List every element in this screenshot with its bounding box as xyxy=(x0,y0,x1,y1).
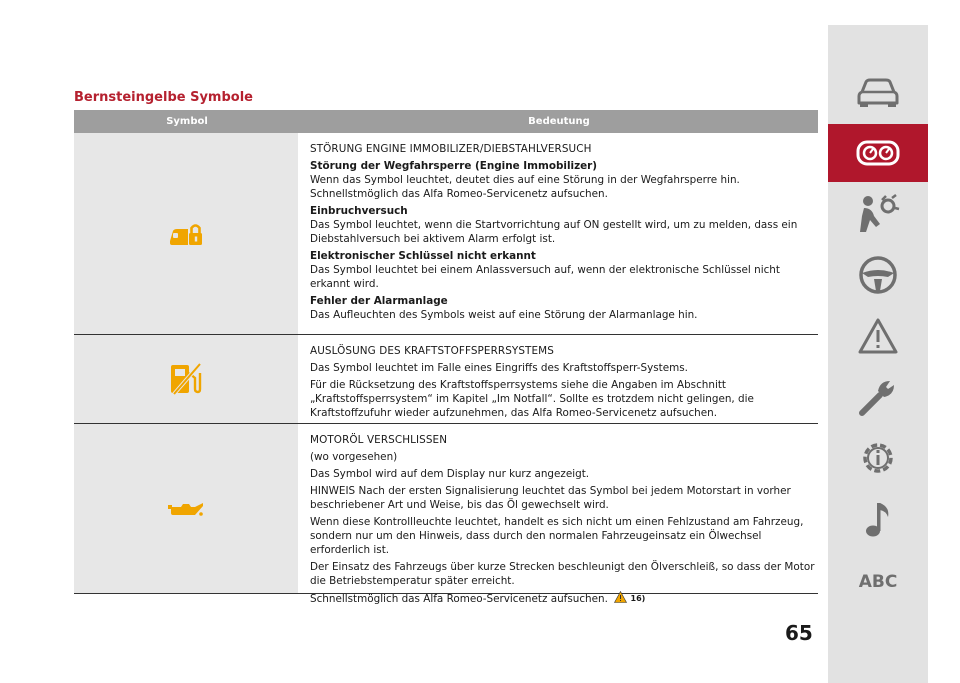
table-row xyxy=(74,133,818,335)
row-text: Das Symbol leuchtet, wenn die Startvorrichtung auf ON gestellt wird, um zu melden, dass ein Diebstahlversuch bei aktivem Alarm erfolgt ist. xyxy=(310,219,798,245)
meaning-cell xyxy=(310,335,818,423)
section-title: Bernsteingelbe Symbole xyxy=(74,90,253,105)
music-note-icon xyxy=(862,499,894,539)
table-header xyxy=(74,110,818,133)
dashboard-gauges-icon xyxy=(856,140,900,166)
steering-wheel-icon xyxy=(858,255,898,295)
meaning-cell xyxy=(310,424,818,605)
page-number: 65 xyxy=(785,621,813,645)
header-meaning: Bedeutung xyxy=(528,116,590,127)
symbol-table xyxy=(74,110,818,605)
sidebar-item-starting-driving[interactable] xyxy=(828,246,928,304)
row-text: Das Aufleuchten des Symbols weist auf eine Störung der Alarmanlage hin. xyxy=(310,309,698,321)
sidebar-item-multimedia[interactable] xyxy=(828,490,928,548)
row-text: (wo vorgesehen) xyxy=(310,451,398,463)
meaning-cell xyxy=(310,133,818,334)
sidebar-item-technical-data[interactable] xyxy=(828,429,928,487)
symbol-cell xyxy=(74,335,298,423)
table-row xyxy=(74,335,818,424)
row-caption: STÖRUNG ENGINE IMMOBILIZER/DIEBSTAHLVERSUCH xyxy=(310,143,592,155)
sidebar-item-safety[interactable] xyxy=(828,185,928,243)
row-subheading: Störung der Wegfahrsperre (Engine Immobilizer) xyxy=(310,160,598,172)
warning-triangle-icon xyxy=(857,317,899,355)
row-text-final: Schnellstmöglich das Alfa Romeo-Servicenetz aufsuchen. xyxy=(310,593,608,605)
row-text: Wenn das Symbol leuchtet, deutet dies auf eine Störung in der Wegfahrsperre hin. Schnellstmöglich das Alfa Romeo-Servicenetz aufsuchen. xyxy=(310,174,740,200)
row-text: Das Symbol leuchtet im Falle eines Eingriffs des Kraftstoffsperr-Systems. xyxy=(310,362,688,374)
gear-info-icon xyxy=(857,437,899,479)
row-subheading: Fehler der Alarmanlage xyxy=(310,295,448,307)
row-subheading: Einbruchversuch xyxy=(310,205,408,217)
row-text: Wenn diese Kontrollleuchte leuchtet, handelt es sich nicht um einen Fehlzustand am Fahrzeug, sondern nur um den Hinweis, dass durch den normalen Fahrzeugeinsatz ein Ölwechsel erforderlich ist. xyxy=(310,516,804,556)
sidebar-item-index[interactable] xyxy=(828,553,928,611)
sidebar-item-maintenance[interactable] xyxy=(828,368,928,426)
car-icon xyxy=(856,76,900,108)
row-caption: MOTORÖL VERSCHLISSEN xyxy=(310,434,448,446)
wrench-icon xyxy=(858,377,898,417)
chapter-sidebar xyxy=(828,25,928,683)
row-text: Der Einsatz des Fahrzeugs über kurze Strecken beschleunigt den Ölverschleiß, so dass der Motor die Betriebstemperatur später erreicht. xyxy=(310,561,815,587)
index-abc-label: ABC xyxy=(858,572,898,592)
sidebar-item-vehicle[interactable] xyxy=(828,63,928,121)
oil-can-icon xyxy=(167,499,205,519)
warning-reference[interactable]: 16) xyxy=(630,594,646,603)
row-text: Das Symbol leuchtet bei einem Anlassversuch auf, wenn der elektronische Schlüssel nicht erkannt wird. xyxy=(310,264,780,290)
sidebar-item-emergency[interactable] xyxy=(828,307,928,365)
row-subheading: Elektronischer Schlüssel nicht erkannt xyxy=(310,250,536,262)
fuel-cutoff-icon xyxy=(168,361,204,397)
symbol-cell xyxy=(74,424,298,593)
table-row xyxy=(74,424,818,605)
row-text: Für die Rücksetzung des Kraftstoffsperrsystems siehe die Angaben im Abschnitt „Kraftstoffsperrsystem“ im Kapitel „Im Notfall“. Sollte es trotzdem nicht gelingen, die Kraftstoffzufuhr wieder aufzunehmen, das Alfa Romeo-Servicenetz aufsuchen. xyxy=(310,379,754,419)
row-text xyxy=(310,591,818,606)
symbol-cell xyxy=(74,133,298,334)
sidebar-item-instruments[interactable] xyxy=(828,124,928,182)
padlock-car-icon xyxy=(168,219,204,249)
row-caption: AUSLÖSUNG DES KRAFTSTOFFSPERRSYSTEMS xyxy=(310,345,554,357)
airbag-safety-icon xyxy=(856,194,900,234)
row-text: HINWEIS Nach der ersten Signalisierung leuchtet das Symbol bei jedem Motorstart in vorher beschriebener Art und Weise, bis das Öl gewechselt wird. xyxy=(310,485,791,511)
header-symbol: Symbol xyxy=(166,116,208,127)
warning-icon xyxy=(614,591,627,603)
row-text: Das Symbol wird auf dem Display nur kurz angezeigt. xyxy=(310,468,590,480)
